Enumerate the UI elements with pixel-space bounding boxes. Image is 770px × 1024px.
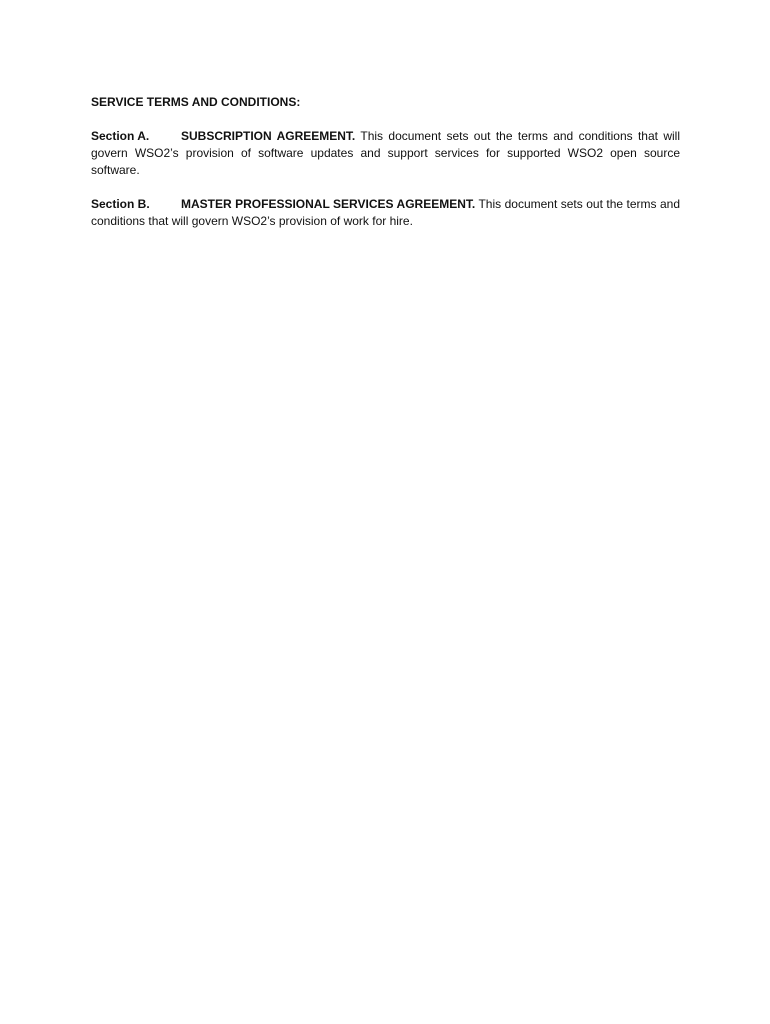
section-a bbox=[91, 128, 680, 179]
section-b-title: MASTER PROFESSIONAL SERVICES AGREEMENT. bbox=[181, 197, 476, 211]
section-a-title: SUBSCRIPTION AGREEMENT. bbox=[181, 129, 356, 143]
section-a-body: This document sets out the terms and conditions that will govern WSO2’s provision of software updates and support services for supported WSO2 open source software. bbox=[91, 129, 680, 177]
section-b-label: Section B. bbox=[91, 197, 150, 211]
document-heading: SERVICE TERMS AND CONDITIONS: bbox=[91, 95, 301, 109]
section-a-label: Section A. bbox=[91, 129, 150, 143]
section-b-body: This document sets out the terms and conditions that will govern WSO2’s provision of work for hire. bbox=[91, 197, 681, 228]
document-content bbox=[91, 94, 680, 247]
section-b bbox=[91, 196, 680, 230]
